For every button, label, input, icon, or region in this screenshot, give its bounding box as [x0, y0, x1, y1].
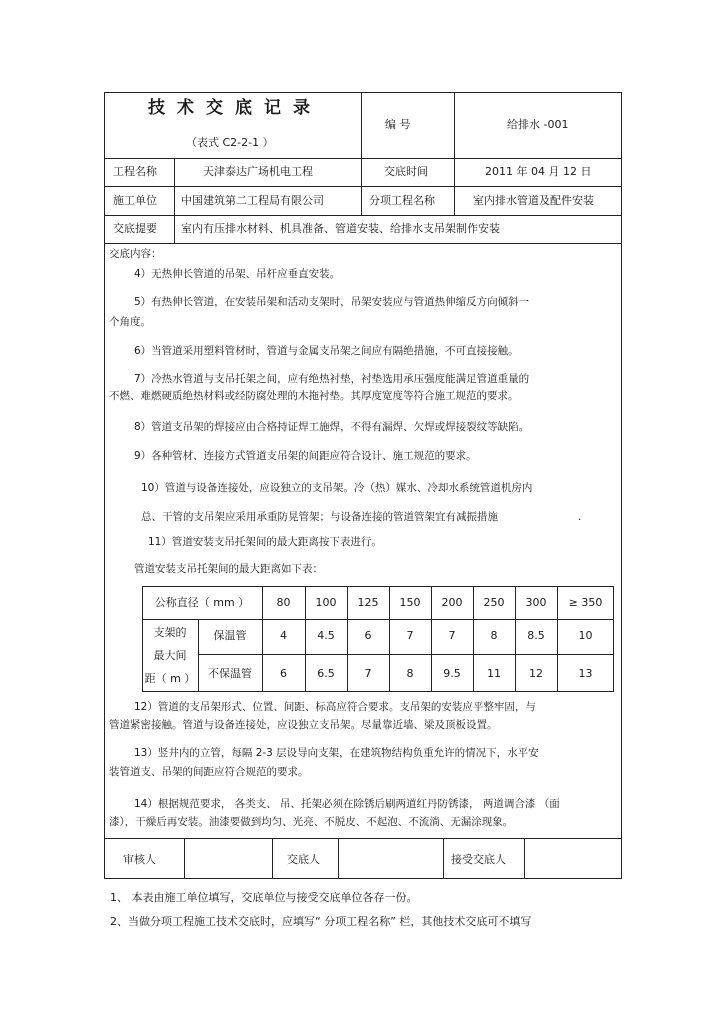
summary-value: 室内有压排水材料、机具准备、管道安装、给排水支吊架制作安装	[181, 222, 500, 235]
date-value: 2011 年 04 月 12 日	[485, 165, 592, 178]
row-label: 支架的	[153, 626, 187, 639]
number-label: 编 号	[385, 118, 411, 131]
footnote: 2、当做分项工程施工技术交底时，应填写“ 分项工程名称” 栏，其他技术交底可不填写	[110, 915, 532, 928]
content-line: 5）有热伸长管道，在安装吊架和活动支架时，吊架安装应与管道热伸缩反方向倾斜一	[134, 296, 530, 308]
divider	[272, 838, 273, 879]
diameter-cell: ≥ 350	[568, 596, 603, 609]
divider	[454, 92, 455, 158]
content-line: .	[578, 511, 582, 523]
divider	[524, 838, 525, 879]
uninsulated-cell: 8	[406, 667, 414, 680]
number-value: 给排水 -001	[507, 118, 569, 131]
form-code: （表式 C2-2-1 ）	[186, 136, 274, 149]
footnote: 1、 本表由施工单位填写，交底单位与接受交底单位各存一份。	[110, 891, 418, 904]
content-line: 11）管道安装支吊托架间的最大距离按下表进行。	[148, 536, 382, 548]
content-line: 7）冷热水管道与支吊托架之间，应有绝热衬垫，衬垫选用承压强度能满足管道重量的	[134, 373, 530, 385]
insulated-cell: 4	[280, 629, 287, 642]
diameter-cell: 125	[357, 596, 379, 609]
content-line: 总、干管的支吊架应采用承重防晃管架；与设备连接的管道管架宜有减振措施	[141, 511, 498, 523]
subproject-label: 分项工程名称	[369, 194, 435, 207]
content-line: 14）根据规范要求， 各类支、 吊、托架必须在除锈后刷两道红丹防锈漆， 两道调合漆 （面	[134, 798, 560, 810]
content-line: 10）管道与设备连接处，应设独立的支吊架。冷（热）媒水、冷却水系统管道机房内	[141, 482, 533, 494]
content-line: 12）管道的支吊架形式、位置、间距、标高应符合要求。支吊架的安装应平整牢固，与	[134, 701, 536, 713]
insulated-cell: 10	[578, 629, 593, 642]
content-line: 个角度。	[109, 316, 151, 328]
diameter-cell: 200	[441, 596, 463, 609]
content-line: 8）管道支吊架的焊接应由合格持证焊工施焊，不得有漏焊、欠焊或焊接裂纹等缺陷。	[134, 421, 530, 433]
diameter-cell: 100	[315, 596, 337, 609]
divider	[338, 838, 339, 879]
uninsulated-cell: 6.5	[317, 667, 335, 680]
uninsulated-cell: 13	[578, 667, 593, 680]
uninsulated-cell: 11	[487, 667, 501, 680]
divider	[361, 158, 362, 215]
divider	[142, 619, 614, 620]
uninsulated-cell: 9.5	[443, 667, 461, 680]
insulated-cell: 7	[406, 629, 414, 642]
unit-label: 施工单位	[113, 194, 157, 207]
date-label: 交底时间	[384, 165, 428, 178]
diameter-cell: 300	[525, 596, 547, 609]
diameter-cell: 80	[276, 596, 291, 609]
content-line: 漆），干燥后再安装。油漆要做到均匀、光亮、不脱皮、不起泡、不流淌、无漏涂现象。	[109, 816, 514, 828]
receiver-label: 接受交底人	[451, 853, 506, 866]
insulated-cell: 7	[448, 629, 456, 642]
divider	[104, 838, 622, 839]
form-title: 技术交底记录	[148, 98, 322, 118]
project-label: 工程名称	[113, 165, 157, 178]
reviewer-label: 审核人	[123, 853, 156, 866]
divider	[198, 654, 614, 655]
divider	[104, 215, 622, 216]
insulated-cell: 4.5	[317, 629, 335, 642]
summary-label: 交底提要	[113, 222, 157, 235]
content-line: 6）当管道采用塑料管材时，管道与金属支吊架之间应有隔绝措施，不可直接接触。	[134, 345, 519, 357]
divider	[174, 158, 175, 243]
uninsulated-cell: 7	[364, 667, 372, 680]
unit-value: 中国建筑第二工程局有限公司	[181, 194, 324, 207]
insulated-cell: 6	[364, 629, 372, 642]
divider	[104, 158, 622, 159]
content-line: 装管道支、吊架的间距应符合规范的要求。	[109, 766, 309, 778]
content-line: 管道紧密接触。管道与设备连接处，应设独立支吊架。尽量靠近墙、梁及顶板设置。	[109, 719, 498, 731]
uninsulated-cell: 6	[280, 667, 287, 680]
discloser-label: 交底人	[287, 853, 320, 866]
diameter-cell: 250	[483, 596, 505, 609]
content-line: 不燃、难燃硬质绝热材料或经防腐处理的木拖衬垫。其厚度宽度等符合施工规范的要求。	[109, 390, 519, 402]
divider	[104, 186, 622, 187]
divider	[361, 92, 362, 158]
content-heading: 交底内容：	[109, 248, 162, 260]
uninsulated-cell: 12	[529, 667, 543, 680]
insulated-cell: 8.5	[527, 629, 545, 642]
subproject-value: 室内排水管道及配件安装	[473, 194, 594, 207]
project-value: 天津泰达广场机电工程	[203, 165, 313, 178]
insulated-label: 保温管	[213, 629, 247, 642]
diameter-cell: 150	[399, 596, 421, 609]
row-label: 距（ m ）	[144, 672, 196, 685]
row-label: 最大间	[153, 649, 187, 662]
divider	[454, 158, 455, 215]
content-line: 13）竖井内的立管，每隔 2-3 层设导向支架，在建筑物结构负重允许的情况下，水平安	[134, 747, 539, 759]
content-line: 4）无热伸长管道的吊架、吊杆应垂直安装。	[134, 268, 341, 280]
divider	[104, 243, 622, 244]
divider	[443, 838, 444, 879]
content-line: 9）各种管材、连接方式管道支吊架的间距应符合设计、施工规范的要求。	[134, 450, 477, 462]
uninsulated-label: 不保温管	[208, 667, 252, 680]
diameter-label: 公称直径（ mm ）	[154, 596, 250, 609]
insulated-cell: 8	[490, 629, 498, 642]
content-line: 管道安装支吊托架间的最大距离如下表：	[134, 563, 323, 575]
divider	[184, 838, 185, 879]
